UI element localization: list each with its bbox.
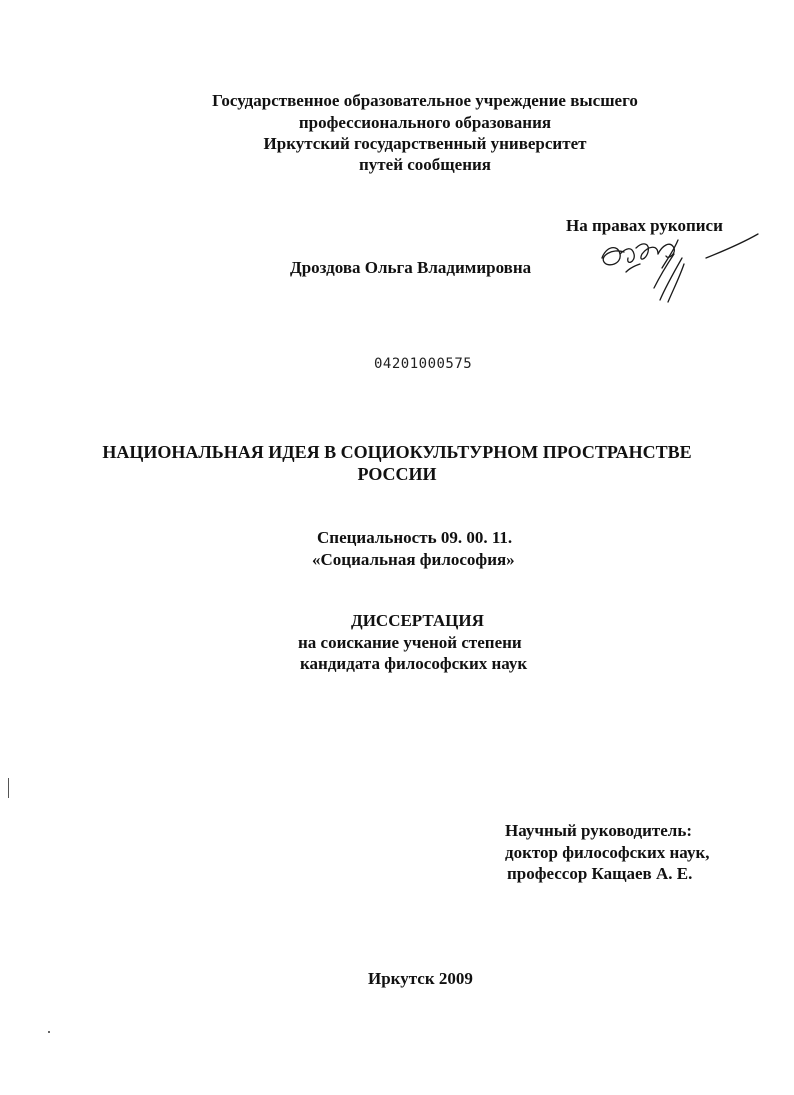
specialty-name: «Социальная философия»: [312, 550, 515, 569]
specialty-code: Специальность 09. 00. 11.: [317, 528, 513, 547]
supervisor-name: профессор Кащаев А. Е.: [507, 864, 693, 883]
supervisor-degree: доктор философских наук,: [505, 843, 710, 862]
rights-note: На правах рукописи: [566, 216, 723, 235]
institution-line-1: Государственное образовательное учреждение высшего: [212, 91, 638, 110]
signature-image: [596, 228, 766, 306]
institution-line-2: профессионального образования: [298, 113, 552, 132]
scan-margin-mark: [8, 778, 9, 798]
dissertation-line-2: кандидата философских наук: [300, 654, 528, 673]
dissertation-line-1: на соискание ученой степени: [298, 633, 522, 652]
scan-dot-mark: [48, 1031, 50, 1033]
city-year: Иркутск 2009: [368, 969, 473, 988]
institution-line-3: Иркутский государственный университет: [263, 134, 587, 153]
title-line-2: РОССИИ: [357, 464, 437, 484]
dissertation-heading: ДИССЕРТАЦИЯ: [351, 611, 484, 630]
author-name: Дроздова Ольга Владимировна: [290, 258, 532, 277]
supervisor-label: Научный руководитель:: [505, 821, 692, 840]
title-line-1: НАЦИОНАЛЬНАЯ ИДЕЯ В СОЦИОКУЛЬТУРНОМ ПРОСТРАНСТВЕ: [102, 442, 692, 462]
institution-line-4: путей сообщения: [359, 155, 491, 174]
registration-number: 04201000575: [374, 356, 473, 372]
